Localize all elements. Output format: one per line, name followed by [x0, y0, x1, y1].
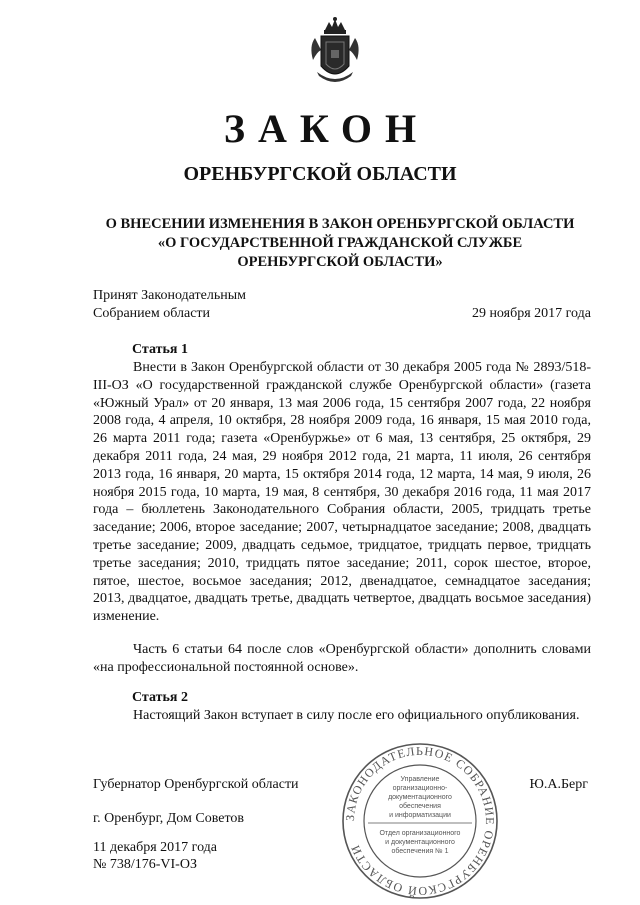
coat-of-arms-emblem [305, 16, 365, 88]
seal-text: обеспечения № 1 [391, 848, 449, 855]
seal-text: обеспечения [399, 803, 441, 810]
seal-text: документационного [388, 794, 452, 801]
law-subject-title [100, 215, 580, 272]
seal-text: и документационного [385, 839, 455, 846]
seal-text: и информатизации [389, 812, 451, 819]
adoption-label: Собранием области [93, 306, 211, 321]
seal-text: организационно- [392, 785, 448, 792]
subject-line: «О ГОСУДАРСТВЕННОЙ ГРАЖДАНСКОЙ СЛУЖБЕ [157, 235, 523, 251]
article-2-heading: Статья 2 [132, 690, 188, 705]
article-1-paragraph-1: Внести в Закон Оренбургской области от 30 декабря 2005 года № 2893/518-III-ОЗ «О государственной гражданской службе Оренбургской области» (газета «Южный Урал» от 20 января, 13 мая 2006 года, 15 сентября 2007 года, 22 ноября 2008 года, 4 апреля, 10 октября, 28 ноября 2009 года, 16 января, 15 мая 2010 года, 26 марта 2011 года; газета «Оренбуржье» от 6 мая, 13 сентября, 25 октября, 29 декабря 2011 года, 24 мая, 29 ноября 2012 года, 21 марта, 11 июля, 26 сентября 2013 года, 16 января, 20 марта, 15 октября 2014 года, 12 марта, 14 мая, 9 июля, 26 ноября 2015 года, 10 марта, 19 мая, 8 сентября, 30 декабря 2016 года, 11 мая 2017 года – бюллетень Законодательного Собрания области, 2005, тридцать третье заседание; 2006, второе заседание; 2007, четырнадцатое заседание; 2008, двадцать третье заседание; 2009, двадцать седьмое, тридцатое, тридцать первое, тридцать третье заседания; 2010, тридцать пятое заседание; 2011, сорок шестое, второе, пятое, шестое, восьмое заседания; 2012, двенадцатое, семнадцатое заседания; 2013, двадцатое, двадцать третье, двадцать четвертое, двадцать восьмое заседания) изменение. [93, 360, 591, 625]
article-1-paragraph-2: Часть 6 статьи 64 после слов «Оренбургской области» дополнить словами «на профессиональной постоянной основе». [93, 642, 591, 675]
article-1-heading: Статья 1 [132, 342, 188, 357]
svg-text:ЗАКОНОДАТЕЛЬНОЕ СОБРАНИЕ ОРЕНБ [343, 744, 497, 898]
seal-text: Управление [400, 776, 440, 783]
subject-line: ОРЕНБУРГСКОЙ ОБЛАСТИ» [237, 254, 443, 270]
law-title: ЗАКОН [223, 106, 430, 151]
region-title: ОРЕНБУРГСКОЙ ОБЛАСТИ [183, 163, 457, 185]
signing-date: 11 декабря 2017 года [93, 840, 218, 855]
governor-position: Губернатор Оренбургской области [93, 777, 299, 792]
adoption-label: Принят Законодательным [93, 288, 246, 303]
article-2-paragraph-1: Настоящий Закон вступает в силу после его официального опубликования. [133, 708, 580, 723]
seal-text: Отдел организационного [379, 830, 461, 837]
official-seal [340, 741, 500, 901]
adoption-date: 29 ноября 2017 года [471, 306, 591, 321]
subject-line: О ВНЕСЕНИИ ИЗМЕНЕНИЯ В ЗАКОН ОРЕНБУРГСКОЙ ОБЛАСТИ [105, 216, 575, 232]
signing-place: г. Оренбург, Дом Советов [93, 811, 244, 826]
seal-ring-text: ЗАКОНОДАТЕЛЬНОЕ СОБРАНИЕ ОРЕНБУРГСКОЙ ОБЛАСТИ [342, 743, 498, 899]
governor-name: Ю.А.Берг [529, 777, 588, 792]
law-number: № 738/176-VI-ОЗ [93, 857, 197, 872]
